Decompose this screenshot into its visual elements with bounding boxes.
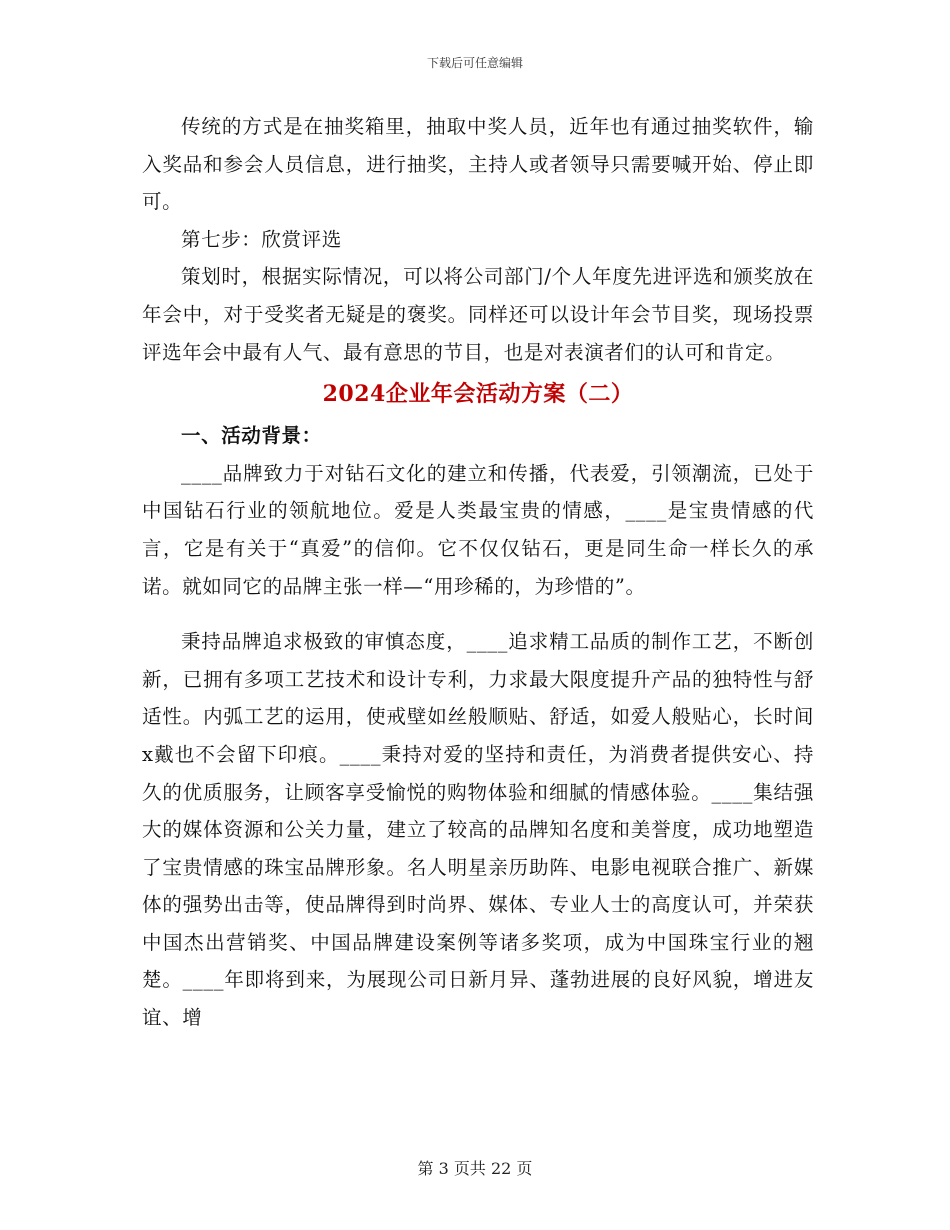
paragraph-lottery: 传统的方式是在抽奖箱里，抽取中奖人员，近年也有通过抽奖软件，输入奖品和参会人员信息，进行抽奖，主持人或者领导只需要喊开始、停止即可。 — [142, 115, 814, 214]
paragraph-brand-intro: ____品牌致力于对钻石文化的建立和传播，代表爱，引领潮流，已处于中国钻石行业的领航地位。爱是人类最宝贵的情感，____是宝贵情感的代言，它是有关于“真爱”的信仰。它不仅仅钻石，更是同生命一样长久的承诺。就如同它的品牌主张一样—“用珍稀的，为珍惜的”。 — [142, 461, 814, 598]
paragraph-award-selection: 策划时，根据实际情况，可以将公司部门/个人年度先进评选和颁奖放在年会中，对于受奖者无疑是的褒奖。同样还可以设计年会节目奖，现场投票评选年会中最有人气、最有意思的节目，也是对表演者们的认可和肯定。 — [142, 265, 814, 364]
page-footer: 第 3 页共 22 页 — [417, 1159, 533, 1178]
step-seven-heading: 第七步：欣赏评选 — [181, 227, 342, 251]
paragraph-brand-craft: 秉持品牌追求极致的审慎态度，____追求精工品质的制作工艺，不断创新，已拥有多项工艺技术和设计专利，力求最大限度提升产品的独特性与舒适性。内弧工艺的运用，使戒壁如丝般顺贴、舒适，如爱人般贴心，长时间x戴也不会留下印痕。____秉持对爱的坚持和责任，为消费者提供安心、持久的优质服务，让顾客享受愉悦的购物体验和细腻的情感体验。____集结强大的媒体资源和公关力量，建立了较高的品牌知名度和美誉度，成功地塑造了宝贵情感的珠宝品牌形象。名人明星亲历助阵、电影电视联合推广、新媒体的强势出击等，使品牌得到时尚界、媒体、专业人士的高度认可，并荣获中国杰出营销奖、中国品牌建设案例等诸多奖项，成为中国珠宝行业的翘楚。____年即将到来，为展现公司日新月异、蓬勃进展的良好风貌，增进友谊、增 — [142, 630, 814, 1030]
document-body — [142, 108, 814, 1037]
section-heading-background: 一、活动背景： — [181, 424, 322, 448]
page-header: 下载后可任意编辑 — [426, 56, 523, 70]
document-title: 2024企业年会活动方案（二） — [322, 381, 634, 408]
